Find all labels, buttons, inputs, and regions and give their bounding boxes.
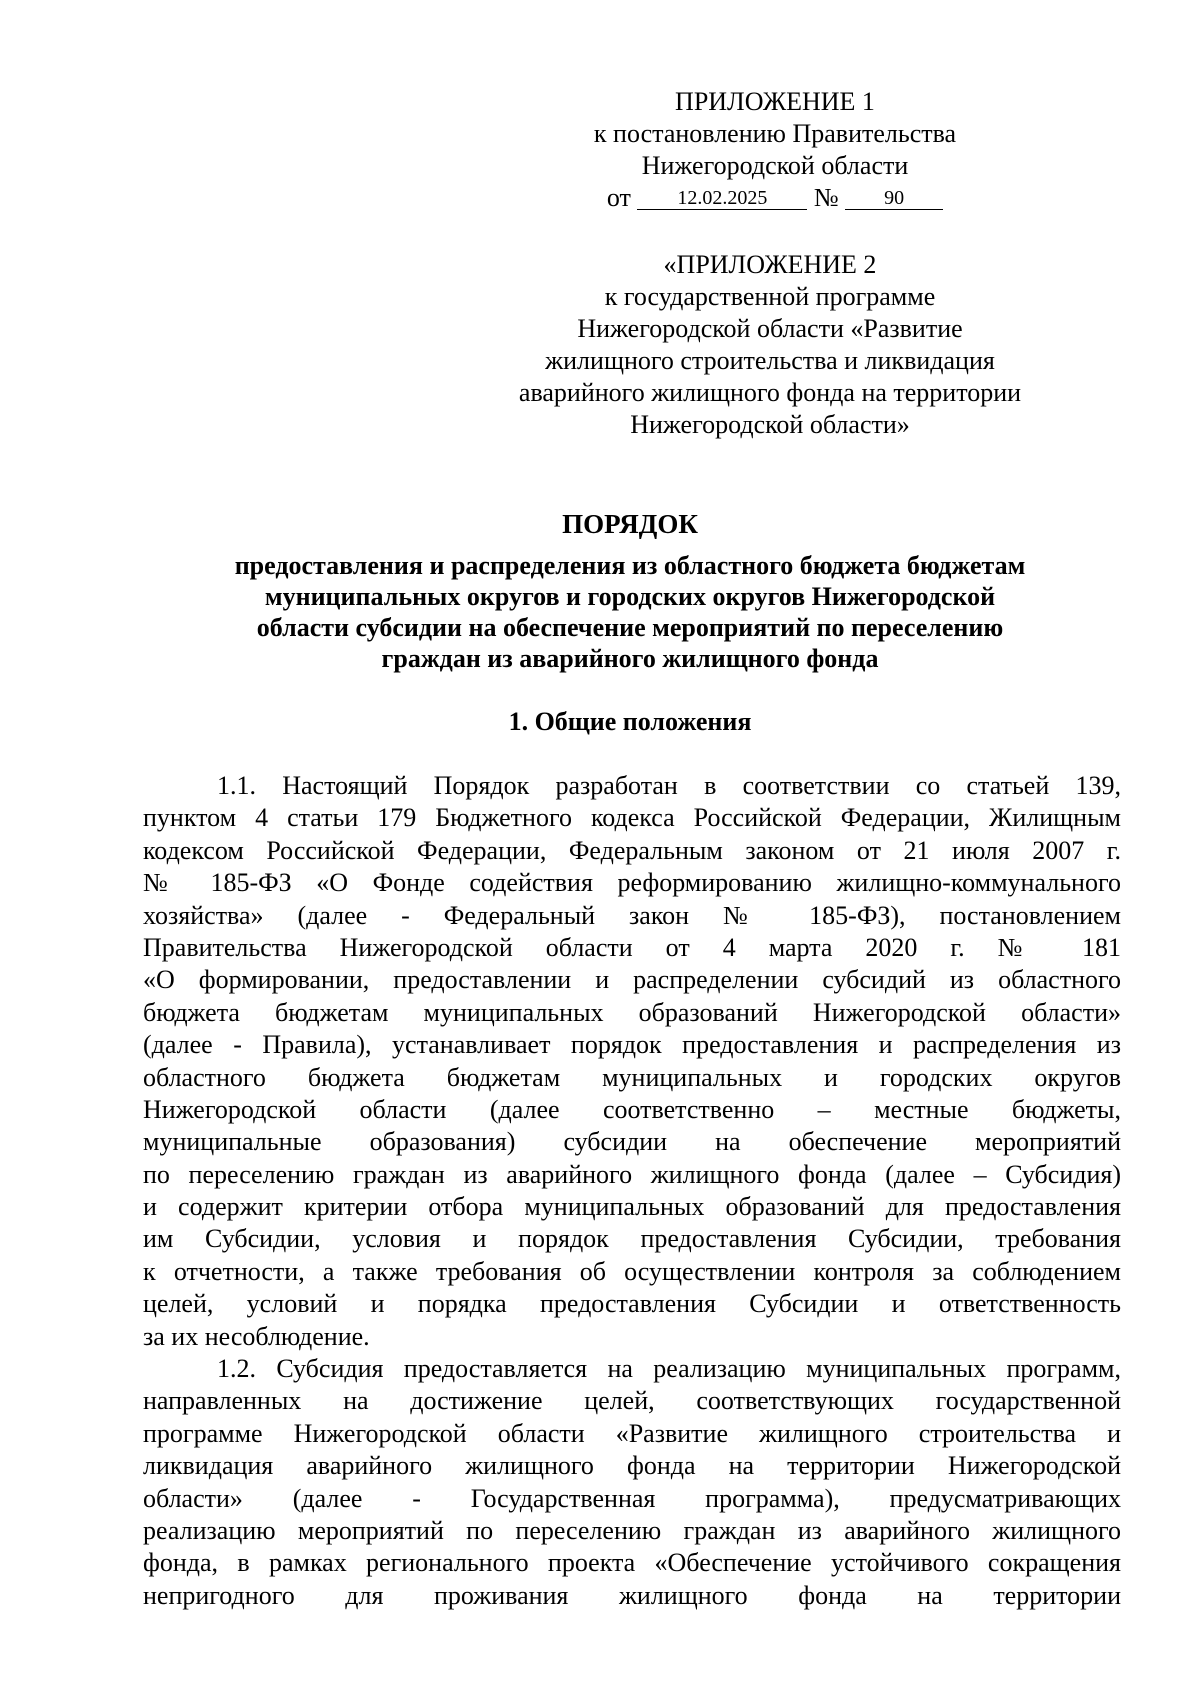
paragraph-line: (далее - Правила), устанавливает порядок предоставления и распределения из: [143, 1030, 1121, 1060]
paragraph-line: 1.1. Настоящий Порядок разработан в соответствии со статьей 139,: [217, 771, 1121, 800]
from-label: от: [606, 183, 631, 212]
paragraph-line: области» (далее - Государственная программа), предусматривающих: [143, 1483, 1121, 1513]
paragraph-line: фонда, в рамках регионального проекта «Обеспечение устойчивого сокращения: [143, 1548, 1121, 1578]
paragraph-line: по переселению граждан из аварийного жилищного фонда (далее – Субсидия): [143, 1159, 1121, 1189]
appendix-2-line: жилищного строительства и ликвидация: [545, 346, 995, 375]
appendix-2-line: аварийного жилищного фонда на территории: [518, 378, 1022, 407]
paragraph-line: бюджета бюджетам муниципальных образований Нижегородской области»: [143, 997, 1121, 1027]
appendix-1-line3: Нижегородской области: [641, 151, 909, 180]
paragraph-line: № 185-ФЗ «О Фонде содействия реформированию жилищно-коммунального: [143, 868, 1121, 898]
paragraph-line: Нижегородской области (далее соответственно – местные бюджеты,: [143, 1094, 1121, 1124]
resolution-number: 90: [845, 187, 943, 210]
appendix-2-header: [470, 249, 1070, 441]
appendix-2-title: «ПРИЛОЖЕНИЕ 2: [663, 250, 877, 279]
appendix-1-title: ПРИЛОЖЕНИЕ 1: [675, 87, 875, 116]
appendix-2-line: Нижегородской области»: [630, 410, 910, 439]
number-label: №: [813, 183, 839, 212]
section-title: 1. Общие положения: [508, 707, 752, 736]
appendix-1-header: [560, 86, 990, 214]
paragraph-line: 1.2. Субсидия предоставляется на реализацию муниципальных программ,: [217, 1354, 1121, 1384]
resolution-date-line: [560, 182, 990, 214]
document-body: [143, 770, 1121, 1612]
document-subtitle-line: граждан из аварийного жилищного фонда: [381, 644, 879, 673]
paragraph-line: пунктом 4 статьи 179 Бюджетного кодекса Российской Федерации, Жилищным: [143, 803, 1121, 833]
paragraph-line: им Субсидии, условия и порядок предоставления Субсидии, требования: [143, 1224, 1121, 1254]
paragraph-line: реализацию мероприятий по переселению граждан из аварийного жилищного: [143, 1515, 1121, 1545]
paragraph-line: к отчетности, а также требования об осуществлении контроля за соблюдением: [143, 1256, 1121, 1286]
paragraph-line: за их несоблюдение.: [143, 1321, 370, 1351]
paragraph-line: направленных на достижение целей, соответствующих государственной: [143, 1386, 1121, 1416]
paragraph-line: целей, условий и порядка предоставления Субсидии и ответственность: [143, 1289, 1121, 1319]
paragraph-line: и содержит критерии отбора муниципальных образований для предоставления: [143, 1192, 1121, 1222]
paragraph-line: областного бюджета бюджетам муниципальных и городских округов: [143, 1062, 1121, 1092]
paragraph-line: Правительства Нижегородской области от 4 марта 2020 г. № 181: [143, 932, 1121, 962]
document-title: ПОРЯДОК: [562, 509, 698, 539]
document-title-block: [140, 509, 1120, 674]
document-subtitle-line: муниципальных округов и городских округов Нижегородской: [264, 582, 996, 611]
appendix-1-line2: к постановлению Правительства: [593, 119, 957, 148]
paragraph-line: «О формировании, предоставлении и распределении субсидий из областного: [143, 965, 1121, 995]
appendix-2-line: Нижегородской области «Развитие: [577, 314, 963, 343]
paragraph-line: хозяйства» (далее - Федеральный закон № 185-ФЗ), постановлением: [143, 900, 1121, 930]
paragraph-line: кодексом Российской Федерации, Федеральным законом от 21 июля 2007 г.: [143, 835, 1121, 865]
paragraph-line: муниципальные образования) субсидии на обеспечение мероприятий: [143, 1127, 1121, 1157]
resolution-date: 12.02.2025: [637, 187, 807, 210]
paragraph-line: программе Нижегородской области «Развитие жилищного строительства и: [143, 1418, 1121, 1448]
document-subtitle-line: предоставления и распределения из областного бюджета бюджетам: [234, 551, 1026, 580]
appendix-2-line: к государственной программе: [604, 282, 936, 311]
paragraph-line: непригодного для проживания жилищного фонда на территории: [143, 1580, 1121, 1610]
paragraph-line: ликвидация аварийного жилищного фонда на территории Нижегородской: [143, 1451, 1121, 1481]
document-subtitle-line: области субсидии на обеспечение мероприятий по переселению: [256, 613, 1004, 642]
